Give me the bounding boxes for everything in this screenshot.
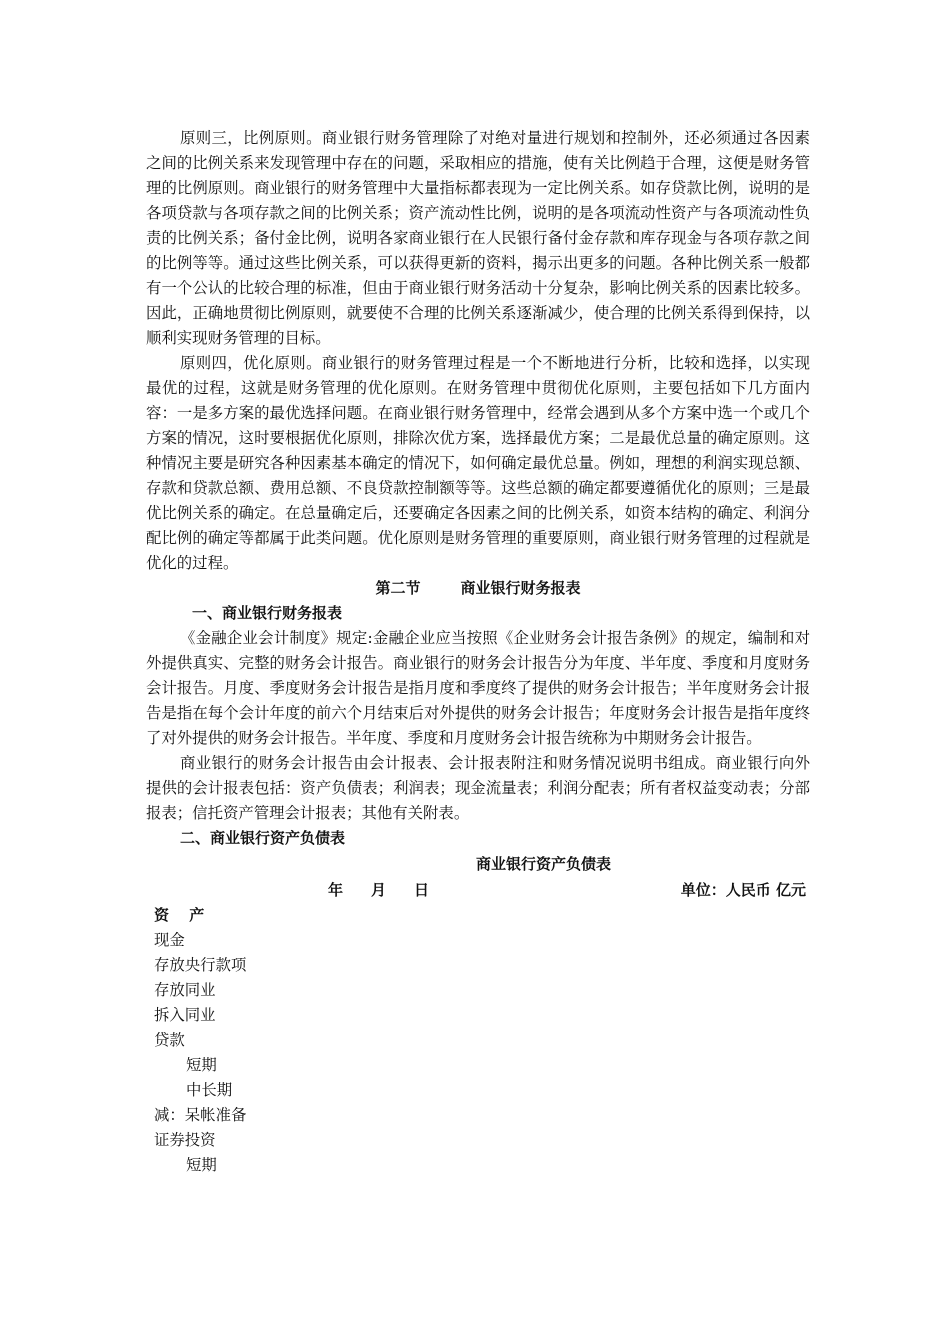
balance-sheet-date-row	[146, 877, 810, 903]
section-heading	[146, 576, 810, 601]
table-row: 短期	[186, 1156, 217, 1174]
table-row: 证券投资	[154, 1131, 216, 1149]
document-body	[146, 126, 810, 1178]
balance-sheet-unit: 单位：人民币 亿元	[680, 881, 806, 899]
balance-sheet-title: 商业银行资产负债表	[476, 855, 612, 873]
table-row: 现金	[154, 931, 185, 949]
date-month: 月	[371, 881, 387, 899]
paragraph-report-composition: 商业银行的财务会计报告由会计报表、会计报表附注和财务情况说明书组成。商业银行向外提供的会计报表包括：资产负债表；利润表；现金流量表；利润分配表；所有者权益变动表；分部报表；信托资产管理会计报表；其他有关附表。	[146, 754, 810, 822]
table-row: 拆入同业	[154, 1006, 216, 1024]
subsection-heading-balance-sheet: 二、商业银行资产负债表	[180, 829, 346, 847]
table-row: 减：呆帐准备	[154, 1106, 247, 1124]
paragraph-accounting-regulation: 《金融企业会计制度》规定:金融企业应当按照《企业财务会计报告条例》的规定，编制和对外提供真实、完整的财务会计报告。商业银行的财务会计报告分为年度、半年度、季度和月度财务会计报告。月度、季度财务会计报告是指月度和季度终了提供的财务会计报告；半年度财务会计报告是指在每个会计年度的前六个月结束后对外提供的财务会计报告；年度财务会计报告是指年度终了对外提供的财务会计报告。半年度、季度和月度财务会计报告统称为中期财务会计报告。	[146, 629, 810, 747]
table-row: 存放同业	[154, 981, 216, 999]
table-row: 中长期	[186, 1081, 233, 1099]
subsection-heading-reports: 一、商业银行财务报表	[192, 604, 343, 622]
assets-header: 资 产	[154, 906, 205, 924]
paragraph-optimization-principle: 原则四，优化原则。商业银行的财务管理过程是一个不断地进行分析，比较和选择，以实现最优的过程，这就是财务管理的优化原则。在财务管理中贯彻优化原则，主要包括如下几方面内容：一是多方案的最优选择问题。在商业银行财务管理中，经常会遇到从多个方案中选一个或几个方案的情况，这时要根据优化原则，排除次优方案，选择最优方案；二是最优总量的确定原则。这种情况主要是研究各种因素基本确定的情况下，如何确定最优总量。例如，理想的利润实现总额、存款和贷款总额、费用总额、不良贷款控制额等等。这些总额的确定都要遵循优化的原则；三是最优比例关系的确定。在总量确定后，还要确定各因素之间的比例关系，如资本结构的确定、利润分配比例的确定等都属于此类问题。优化原则是财务管理的重要原则，商业银行财务管理的过程就是优化的过程。	[146, 354, 810, 572]
date-day: 日	[414, 881, 430, 899]
table-row: 短期	[186, 1056, 217, 1074]
balance-sheet-rows	[146, 903, 810, 1178]
table-row: 贷款	[154, 1031, 185, 1049]
balance-sheet-date	[328, 877, 429, 903]
paragraph-proportion-principle: 原则三，比例原则。商业银行财务管理除了对绝对量进行规划和控制外，还必须通过各因素之间的比例关系来发现管理中存在的问题，采取相应的措施，使有关比例趋于合理，这便是财务管理的比例原则。商业银行的财务管理中大量指标都表现为一定比例关系。如存贷款比例，说明的是各项贷款与各项存款之间的比例关系；资产流动性比例，说明的是各项流动性资产与各项流动性负责的比例关系；备付金比例，说明各家商业银行在人民银行备付金存款和库存现金与各项存款之间的比例等等。通过这些比例关系，可以获得更新的资料，揭示出更多的问题。各种比例关系一般都有一个公认的比较合理的标准，但由于商业银行财务活动十分复杂，影响比例关系的因素比较多。因此，正确地贯彻比例原则，就要使不合理的比例关系逐渐减少，使合理的比例关系得到保持，以顺利实现财务管理的目标。	[146, 129, 810, 347]
section-title: 商业银行财务报表	[460, 579, 581, 597]
date-year: 年	[328, 881, 344, 899]
table-row: 存放央行款项	[154, 956, 247, 974]
section-number: 第二节	[375, 579, 421, 597]
